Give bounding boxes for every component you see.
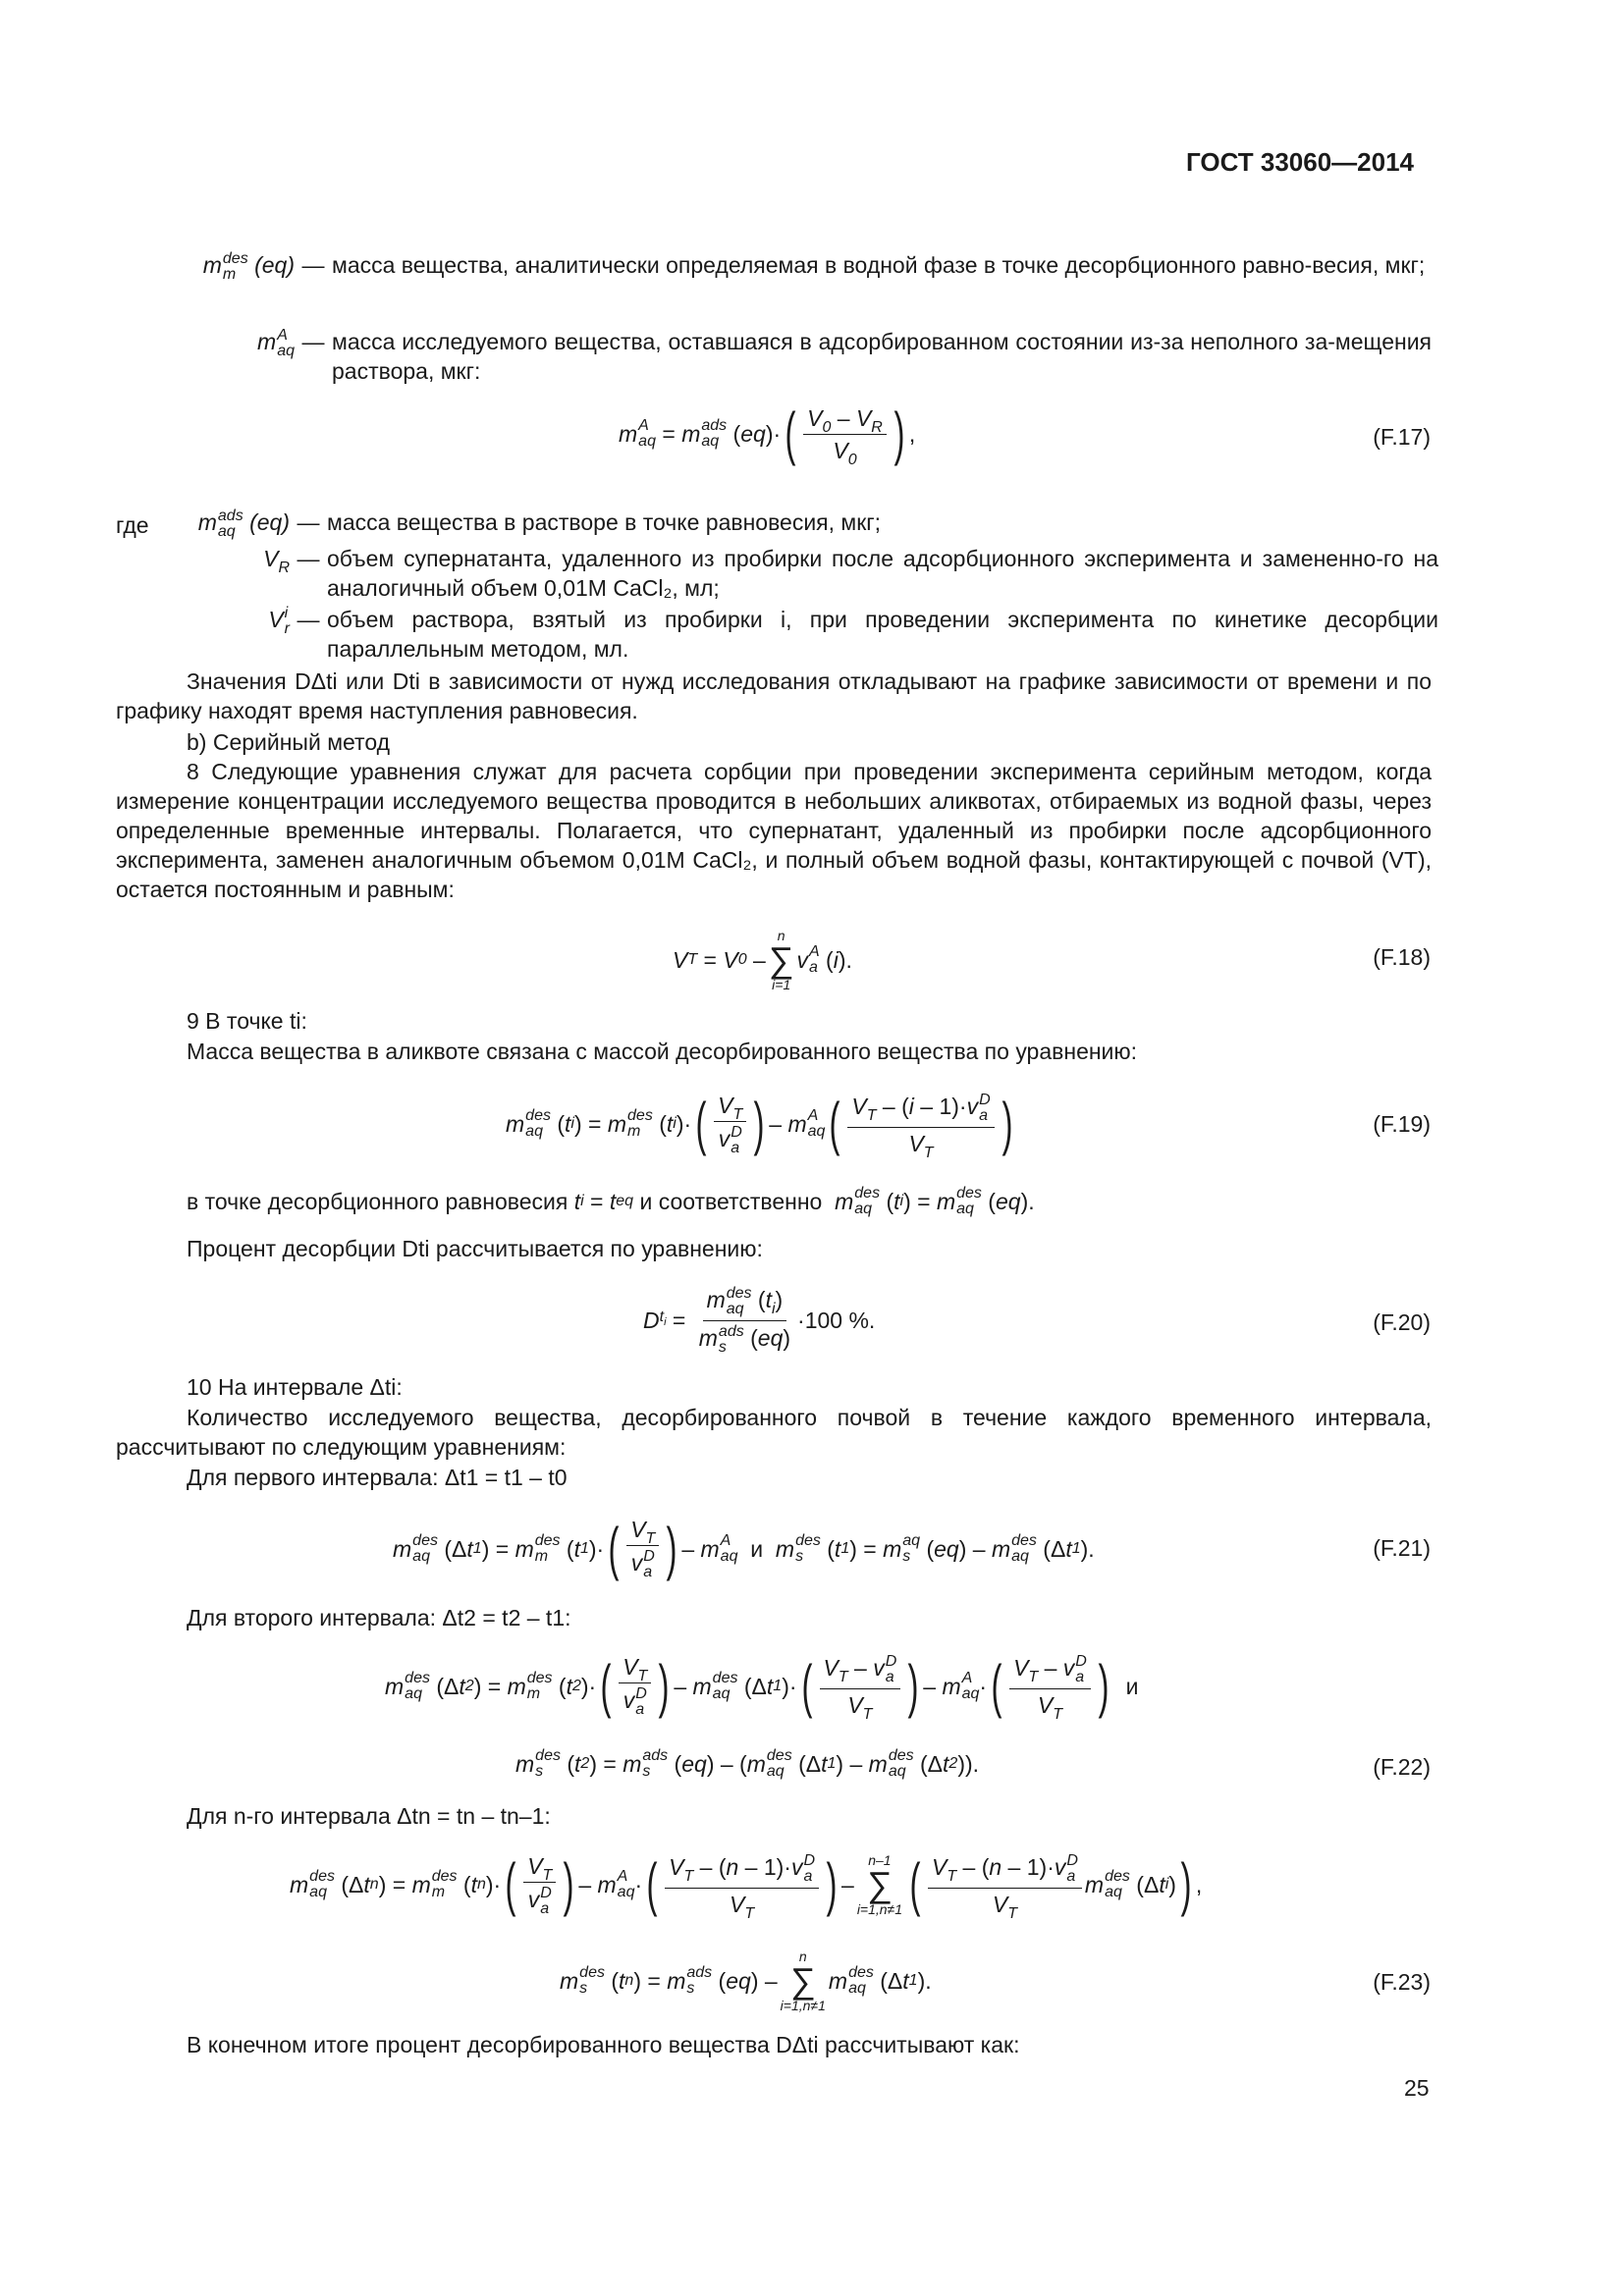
equation-number: (F.21) [1373,1535,1431,1561]
standard-number: ГОСТ 33060—2014 [1186,147,1414,177]
and-word: и [750,1535,764,1562]
paragraph: b) Серийный метод [187,729,391,755]
equation-f22-line1: m des aq (Δ t 2 ) = m des m ( t 2 )· ( $V_T$ v D a ) – m des aq (Δ t 1 )· ( $V_T$ – v D a $V_T$ ) – m A aq · ( $V_T$ – v D a $V_T$ ) и [385,1652,1139,1723]
page-number: 25 [1404,2075,1430,2101]
paragraph: 10 На интервале Δti: [187,1374,403,1400]
equation-f23-line1: m des aq (Δ t n ) = m des m ( t n )· ( $V_T$ v D a ) – m A aq · ( $V_T - (n - 1)\cdot v$ D a $V_T$ ) – n–1 ∑ i=1,n≠1 ( $V_T - (n - 1)\cdot v$ D a $V_T$ m des aq (Δ t i ) ) , [290,1851,1203,1922]
paragraph: Значения DΔti или Dti в зависимости от нужд исследования откладывают на графике зависимости от времени и по графику находят время наступления равновесия. [116,668,1432,723]
where-label: где [116,512,149,538]
paragraph: 8 Следующие уравнения служат для расчета сорбции при проведении эксперимента серийным методом, когда измерение концентрации исследуемого вещества проводится в небольших аликвотах, отбираемых из водной фазы, через определенные временные интервалы. Полагается, что супернатант, удаленный из пробирки после адсорбционного эксперимента, заменен аналогичным объемом 0,01М CaCl₂, и полный объем водной фазы, контактирующей с почвой (VT), остается постоянным и равным: [116,759,1432,902]
definition-text: объем раствора, взятый из пробирки i, при проведении эксперимента по кинетике десорбции параллельным методом, мл. [327,607,1438,662]
definition-row [157,605,1438,664]
paragraph: Количество исследуемого вещества, десорбированного почвой в течение каждого временного интервала, рассчитывают по следующим уравнениям: [116,1405,1432,1460]
paragraph: Масса вещества в аликвоте связана с массой десорбированного вещества по уравнению: [187,1039,1138,1064]
definition-symbol: m ads aq (eq) [197,507,290,540]
definition-symbol: m des m (eq) [202,249,295,283]
paragraph: В конечном итоге процент десорбированного вещества DΔti рассчитывают как: [187,2032,1020,2057]
equation-f20: D $t_i$ = m des aq $(t_i)$ m ads s (eq) ·100 %. [643,1284,876,1356]
equation-f21: m des aq (Δ t 1 ) = m des m ( t 1 )· ( $V_T$ v D a ) – m A aq и m des s ( t 1 ) = m aq s ( eq ) – m des aq (Δ t 1 ). [393,1515,1095,1581]
equation-number: (F.17) [1373,424,1431,450]
equation-f22-line2: m des s ( t 2 ) = m ads s ( eq ) – ( m des aq (Δ t 1 ) – m des aq (Δ t 2 )). [515,1747,980,1780]
equation-f18: V T = V 0 – n ∑ i=1 v A a ( i ). [673,927,852,992]
definition-text: масса вещества в растворе в точке равновесия, мкг; [327,509,882,535]
definition-text: масса вещества, аналитически определяемая в водной фазе в точке десорбционного равно-весия, мкг; [332,252,1426,278]
definition-dash: — [297,509,320,535]
definition-symbol: m A aq [257,326,295,359]
definition-symbol: V i r [268,604,290,637]
paragraph: Для второго интервала: Δt2 = t2 – t1: [187,1605,571,1630]
equation-number: (F.18) [1373,944,1431,970]
paragraph: в точке десорбционного равновесия t i = t eq и соответственно m des aq ( t i ) = m des aq ( eq ). [187,1185,1035,1217]
equation-f23-line2: m des s ( t n ) = m ads s ( eq ) – n ∑ i=1,n≠1 m des aq (Δ t 1 ). [560,1948,932,2013]
paragraph: 9 В точке ti: [187,1008,307,1034]
definition-text: объем супернатанта, удаленного из пробирки после адсорбционного эксперимента и замененно-го на аналогичный объем 0,01М CaCl₂, мл; [327,546,1438,601]
paragraph-part: в точке десорбционного равновесия [187,1189,568,1214]
equation-number: (F.20) [1373,1309,1431,1335]
equation-f19: m des aq ( t i ) = m des m ( t i )· ( $V_T$ v D a ) – m A aq ( $V_T - (i - 1)\cdot v$ D a $V_T$ ) [506,1091,1013,1161]
definition-dash: — [297,546,320,571]
definition-text: масса исследуемого вещества, оставшаяся в адсорбированном состоянии из-за неполного за-мещения раствора, мкг: [332,329,1432,384]
definition-row [157,544,1438,603]
definition-row [116,327,1432,386]
and-word: и [1125,1673,1139,1699]
equation-f17: m A aq = m ads aq ( eq )· ( $\frac{V_0 - V_R}{V_0}$ ) , [619,400,916,468]
equation-number: (F.23) [1373,1969,1431,1995]
equation-number: (F.19) [1373,1111,1431,1137]
definition-row [157,507,1438,540]
paragraph: Для n-го интервала Δtn = tn – tn–1: [187,1803,551,1829]
paragraph: Для первого интервала: Δt1 = t1 – t0 [187,1465,568,1490]
paragraph: Процент десорбции Dti рассчитывается по уравнению: [187,1236,763,1261]
definition-dash: — [301,329,325,354]
paragraph-part: и соответственно [639,1189,823,1214]
definition-symbol: $V_R$ [263,546,290,576]
definition-row [116,250,1432,283]
definition-dash: — [297,607,320,632]
definition-dash: — [301,252,325,278]
equation-number: (F.22) [1373,1754,1431,1780]
